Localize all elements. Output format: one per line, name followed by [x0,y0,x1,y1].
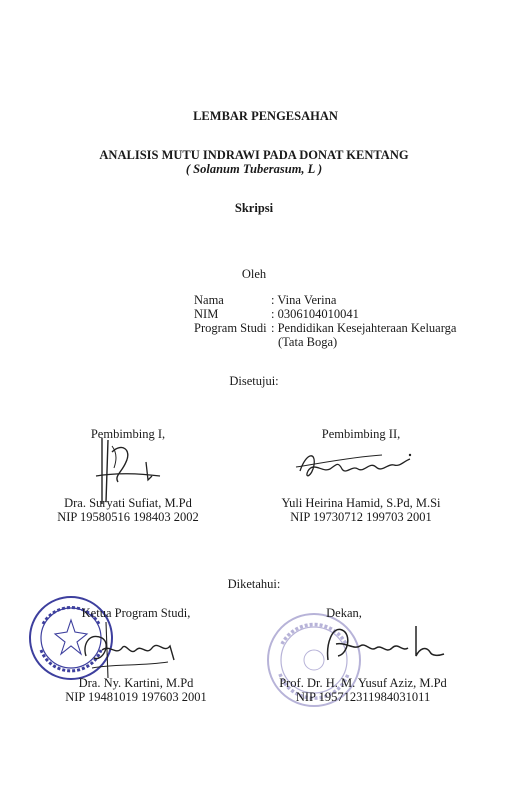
page-heading: LEMBAR PENGESAHAN [193,109,338,123]
field-value-name: : Vina Verina [271,293,337,307]
by-label: Oleh [241,267,267,281]
head-program-role: Ketua Program Studi, [81,606,191,620]
head-program-nip: NIP 19481019 197603 2001 [65,690,207,704]
field-value-nim: : 0306104010041 [271,307,359,321]
field-value-program-cont: (Tata Boga) [278,335,338,349]
dean-nip: NIP 195712311984031011 [295,690,431,704]
dean-role: Dekan, [326,606,362,620]
advisor2-nip: NIP 19730712 199703 2001 [290,510,432,524]
thesis-subtitle: ( Solanum Tuberasum, L ) [185,162,323,176]
field-label-program: Program Studi [194,321,267,335]
field-value-program: : Pendidikan Kesejahteraan Keluarga [271,321,457,335]
advisor2-role: Pembimbing II, [321,427,401,441]
advisor1-role: Pembimbing I, [90,427,166,441]
advisor2-name: Yuli Heirina Hamid, S.Pd, M.Si [281,496,441,510]
advisor1-nip: NIP 19580516 198403 2002 [57,510,199,524]
field-label-name: Nama [194,293,224,307]
head-program-name: Dra. Ny. Kartini, M.Pd [78,676,194,690]
acknowledged-label: Diketahui: [227,577,281,591]
approved-label: Disetujui: [229,374,279,388]
document-type: Skripsi [234,201,274,215]
dean-signature [320,620,450,668]
thesis-title: ANALISIS MUTU INDRAWI PADA DONAT KENTANG [99,148,409,162]
dean-name: Prof. Dr. H. M. Yusuf Aziz, M.Pd [279,676,447,690]
field-label-nim: NIM [194,307,219,321]
advisor1-name: Dra. Suryati Sufiat, M.Pd [64,496,192,510]
advisor2-signature [292,443,432,485]
